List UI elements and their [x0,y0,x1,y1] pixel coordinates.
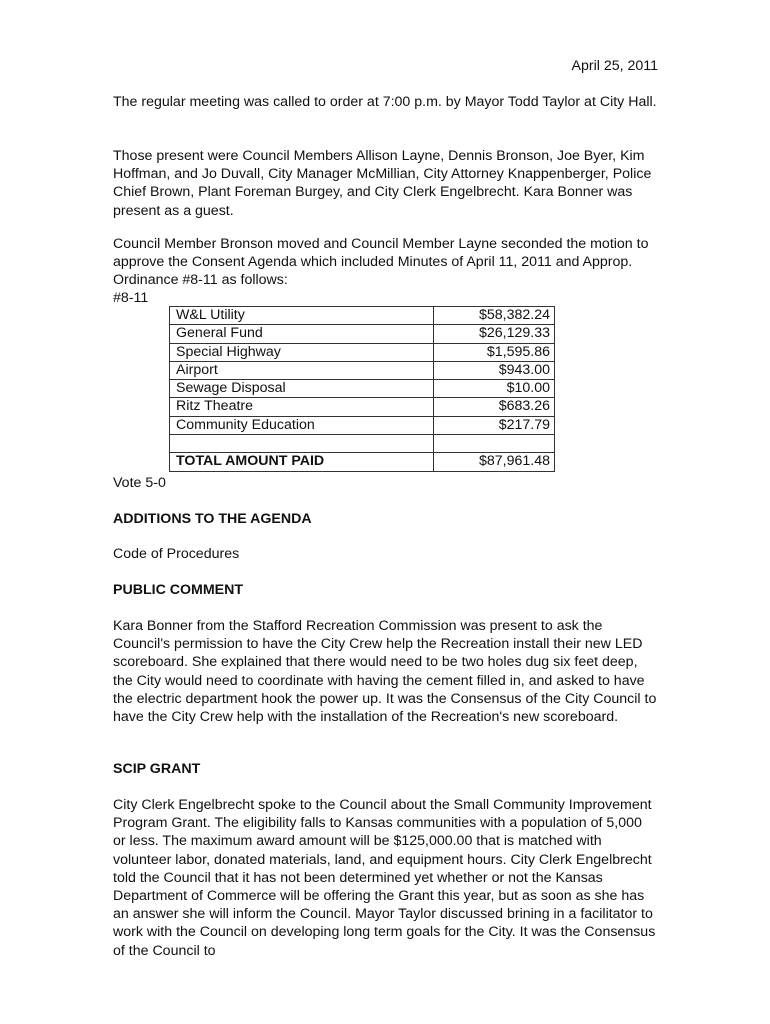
fund-amount: $26,129.33 [434,325,555,343]
empty-cell [170,435,434,453]
fund-label: Sewage Disposal [170,380,434,398]
table-row [170,307,555,325]
table-row [170,416,555,434]
table-row [170,398,555,416]
scip-grant-heading: SCIP GRANT [113,761,201,777]
fund-label: Community Education [170,416,434,434]
empty-cell [434,435,555,453]
appropriation-table [169,306,555,472]
total-amount: $87,961.48 [434,453,555,471]
fund-amount: $217.79 [434,416,555,434]
total-row [170,453,555,471]
table-row [170,361,555,379]
fund-label: General Fund [170,325,434,343]
fund-amount: $58,382.24 [434,307,555,325]
meeting-date: April 25, 2011 [571,58,658,74]
total-label: TOTAL AMOUNT PAID [170,453,434,471]
call-to-order-paragraph: The regular meeting was called to order at 7:00 p.m. by Mayor Todd Taylor at City Hall. [113,94,657,110]
vote-result: Vote 5-0 [113,475,166,491]
additions-heading: ADDITIONS TO THE AGENDA [113,511,312,527]
table-row [170,325,555,343]
additions-item: Code of Procedures [113,546,240,562]
fund-label: Airport [170,361,434,379]
fund-amount: $1,595.86 [434,343,555,361]
public-comment-paragraph: Kara Bonner from the Stafford Recreation Commission was present to ask the Council's permission to have the City Crew help the Recreation install their new LED scoreboard. She explained that there would need to be two holes dug six feet deep, the City would need to coordinate with having the cement filled in, and asked to have the electric department hook the power up. It was the Consensus of the City Council to have the City Crew help with the installation of the Recreation's new scoreboard. [113,618,657,726]
fund-amount: $10.00 [434,380,555,398]
fund-label: Special Highway [170,343,434,361]
fund-amount: $683.26 [434,398,555,416]
table-row [170,343,555,361]
attendance-paragraph: Those present were Council Members Allison Layne, Dennis Bronson, Joe Byer, Kim Hoffman, and Jo Duvall, City Manager McMillian, City Attorney Knappenberger, Police Chief Brown, Plant Foreman Burgey, and City Clerk Engelbrecht. Kara Bonner was present as a guest. [113,148,652,219]
empty-row [170,435,555,453]
consent-agenda-paragraph: Council Member Bronson moved and Council Member Layne seconded the motion to approve the Consent Agenda which included Minutes of April 11, 2011 and Approp. Ordinance #8-11 as follows: [113,236,649,289]
public-comment-heading: PUBLIC COMMENT [113,582,244,598]
fund-label: Ritz Theatre [170,398,434,416]
scip-grant-paragraph: City Clerk Engelbrecht spoke to the Council about the Small Community Improvement Program Grant. The eligibility falls to Kansas communities with a population of 5,000 or less. The maximum award amount will be $125,000.00 that is matched with volunteer labor, donated materials, land, and equipment hours. City Clerk Engelbrecht told the Council that it has not been determined yet whether or not the Kansas Department of Commerce will be offering the Grant this year, but as soon as she has an answer she will inform the Council. Mayor Taylor discussed brining in a facilitator to work with the Council on developing long term goals for the City. It was the Consensus of the Council to [113,797,656,959]
fund-label: W&L Utility [170,307,434,325]
table-row [170,380,555,398]
ordinance-label: #8-11 [113,290,149,306]
fund-amount: $943.00 [434,361,555,379]
